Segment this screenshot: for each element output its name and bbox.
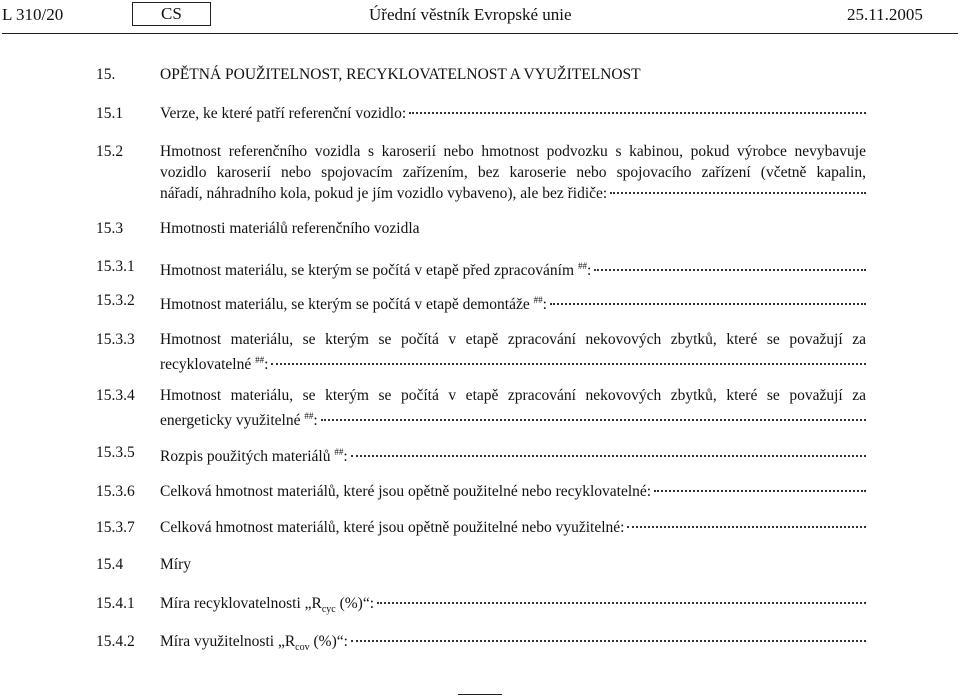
section-number: 15.2 (96, 143, 124, 160)
section-number: 15.4.1 (96, 595, 135, 612)
field-label-line2: recyklovatelné ##: (160, 355, 269, 373)
footnote-marker: ## (255, 355, 265, 365)
footnote-marker: ## (334, 447, 344, 457)
journal-title: Úřední věstník Evropské unie (369, 5, 572, 24)
section-number: 15.3.7 (96, 519, 135, 536)
section-15-1 (96, 103, 866, 124)
section-number: 15.3 (96, 220, 124, 237)
footnote-separator (458, 694, 502, 695)
field-label-line1: Hmotnost materiálu, se kterým se počítá v etapě zpracování nekovových zbytků, které se považují za (160, 387, 866, 404)
page-number: L 310/20 (2, 5, 64, 24)
field-label: Hmotnost materiálu, se kterým se počítá v etapě před zpracováním ##: (160, 261, 592, 279)
section-number: 15.4 (96, 556, 124, 573)
field-label: Rozpis použitých materiálů ##: (160, 447, 348, 465)
footnote-marker: ## (533, 295, 543, 305)
section-number: 15.1 (96, 105, 124, 122)
footnote-marker: ## (577, 261, 587, 271)
section-heading: Hmotnosti materiálů referenčního vozidla (160, 220, 420, 237)
fill-in-dotted-line (610, 192, 866, 194)
section-number: 15.3.5 (96, 444, 135, 461)
field-label: Celková hmotnost materiálů, které jsou opětně použitelné nebo recyklovatelné: (160, 483, 652, 500)
language-badge: CS (132, 2, 211, 26)
section-15-3-5 (96, 442, 866, 467)
fill-in-dotted-line (271, 363, 866, 365)
section-15-2 (96, 141, 866, 204)
section-15-3-4 (96, 385, 866, 431)
section-number: 15.3.3 (96, 331, 135, 348)
section-heading: Míry (160, 556, 191, 573)
fill-in-dotted-line (654, 490, 866, 492)
section-number: 15. (96, 66, 116, 83)
fill-in-dotted-line (351, 640, 866, 642)
fill-in-dotted-line (409, 112, 866, 114)
section-number: 15.3.1 (96, 258, 135, 275)
field-label: Celková hmotnost materiálů, které jsou opětně použitelné nebo využitelné: (160, 519, 625, 536)
field-label: Hmotnost materiálu, se kterým se počítá v etapě demontáže ##: (160, 295, 547, 313)
section-15-4-1 (96, 593, 866, 620)
footnote-marker: ## (304, 411, 314, 421)
fill-in-dotted-line (627, 526, 866, 528)
publication-date: 25.11.2005 (847, 5, 923, 24)
header-rule (2, 33, 958, 34)
section-15-4 (96, 554, 866, 575)
section-15-3-1 (96, 256, 866, 281)
page-header (0, 0, 960, 34)
field-label-line1: Hmotnost referenčního vozidla s karoserií nebo hmotnost podvozku s kabinou, pokud výrobce nevybavuje vozidlo karoserií nebo spojovacím zařízením, bez karoserie nebo spojovacího zařízení (včetně kapalin, (160, 143, 866, 181)
field-label: Míra recyklovatelnosti $„R_{cyc}$ (%)“: (160, 595, 375, 615)
fill-in-dotted-line (594, 269, 866, 271)
field-label: Verze, ke které patří referenční vozidlo: (160, 105, 407, 122)
field-label: Míra využitelnosti $„R_{cov}$ (%)“: (160, 633, 348, 653)
section-15-3 (96, 218, 866, 239)
field-label-line2: energeticky využitelné ##: (160, 411, 318, 429)
section-number: 15.4.2 (96, 633, 135, 650)
subscript: cyc (321, 604, 336, 615)
section-15-3-7 (96, 517, 866, 538)
section-number: 15.3.2 (96, 292, 135, 309)
section-number: 15.3.4 (96, 387, 135, 404)
field-label-line1: Hmotnost materiálu, se kterým se počítá v etapě zpracování nekovových zbytků, které se považují za (160, 331, 866, 348)
field-label-line2: nářadí, náhradního kola, pokud je jím vozidlo vybaveno), ale bez řidiče: (160, 185, 608, 202)
section-15-4-2 (96, 631, 866, 658)
section-number: 15.3.6 (96, 483, 135, 500)
fill-in-dotted-line (377, 602, 866, 604)
fill-in-dotted-line (351, 455, 866, 457)
fill-in-dotted-line (321, 419, 866, 421)
subscript: cov (295, 642, 310, 653)
section-15 (96, 64, 866, 85)
section-15-3-3 (96, 329, 866, 375)
fill-in-dotted-line (550, 303, 866, 305)
section-15-3-6 (96, 481, 866, 502)
section-heading: OPĚTNÁ POUŽITELNOST, RECYKLOVATELNOST A VYUŽITELNOST (160, 66, 641, 83)
section-15-3-2 (96, 290, 866, 315)
